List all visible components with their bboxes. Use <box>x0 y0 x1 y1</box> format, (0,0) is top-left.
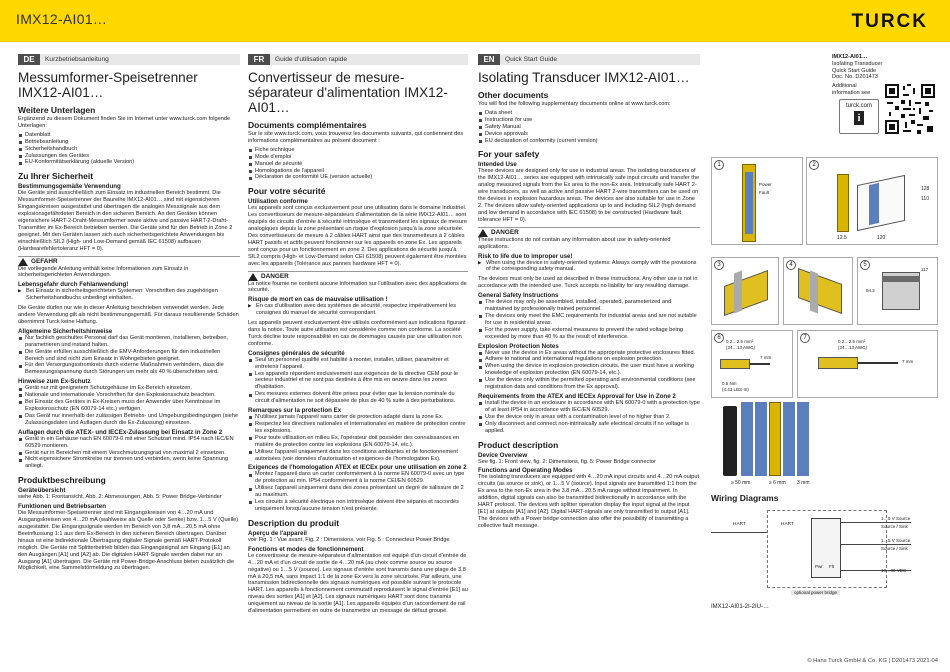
spec-label: (24…13 AWG) <box>838 345 868 350</box>
wiring-caption: IMX12-AI01-2I-2IU-… <box>711 604 770 610</box>
additional-line: information see <box>832 89 871 96</box>
list-item: Gerät in ein Gehäuse nach EN 60079-0 mit einer Schutzart mind. IP54 nach IEC/EN 60529 montieren. <box>18 436 240 450</box>
figure-number: 5 <box>860 260 870 270</box>
list-item: Die Geräte erfüllen ausschließlich die EMV-Anforderungen für den industriellen Bereich und sind nicht zum Einsatz in Wohngebieten geeignet. <box>18 349 240 363</box>
heading-docs: Weitere Unterlagen <box>18 105 96 115</box>
dimension-label: 128 <box>921 186 930 192</box>
danger-title: GEFAHR <box>31 258 58 265</box>
intended-use-text-2: The devices must only be used as described in these instructions. Any other use is not in accordance with the intended use. Turck accepts no liability for any resulting damage. <box>478 276 698 290</box>
wiring-label: Flt <box>829 564 834 569</box>
overview-text: voir Fig. 1 : Vue avant, Fig. 2 : Dimensions, voir Fig. 5 : Connecteur Power Bridge <box>248 536 450 543</box>
meta-line: Isolating Transducer <box>832 60 883 67</box>
ex-list <box>478 350 700 391</box>
docs-list <box>18 132 240 167</box>
list-item: Device approvals <box>478 131 700 138</box>
language-header-de <box>18 54 240 65</box>
heading-functions: Functions and Operating Modes <box>478 467 573 475</box>
list-item: Für den Versorgungsstromkreis durch externe Maßnahmen verhindern, dass die Bemessungsspannung durch Störungen um mehr als 40 % überschritten wird. <box>18 362 240 376</box>
spacing-label: ≥ 6 mm <box>769 480 786 486</box>
figure-number: 7 <box>800 333 810 343</box>
spec-label: (24…13 AWG) <box>726 345 756 350</box>
atex-list <box>18 436 240 471</box>
dimension-label: 117 <box>921 267 929 272</box>
list-item: Manuel de sécurité <box>248 161 468 168</box>
list-item: For the power supply, take external measures to prevent the rated voltage being exceeded by more than 40 % as the result of interference. <box>478 327 700 341</box>
wiring-label: Source / Sink <box>881 546 908 551</box>
meta-line: Doc. No. D201473 <box>832 74 879 81</box>
ex-list <box>18 385 240 426</box>
list-item: Les appareils répondent exclusivement aux exigences de la directive CEM pour le secteur industriel et ne sont pas destinés à être mis en œuvre dans les zones d'habitation. <box>248 371 468 392</box>
list-item: Sicherheitshandbuch <box>18 146 240 153</box>
warning-triangle-icon <box>478 229 488 237</box>
heading-product: Produktbeschreibung <box>18 475 106 486</box>
list-item: Data sheet <box>478 110 700 117</box>
list-item: Nationale und internationale Vorschriften für den Explosionsschutz beachten. <box>18 392 240 399</box>
danger-risk: Lebensgefahr durch Fehlanwendung! <box>18 281 129 289</box>
meta-line: Quick Start Guide <box>832 67 877 74</box>
figure-1-front-view <box>711 157 803 245</box>
intended-use-text-2: Die Geräte dürfen nur wie in dieser Anleitung beschrieben verwendet werden. Jede andere Verwendung gilt als nicht bestimmungsgemäß. Für daraus resultierende Schäden übernimmt Turck keine Haftung. <box>18 305 239 325</box>
warning-triangle-icon <box>248 273 258 281</box>
heading-general: General Safety Instructions <box>478 292 559 300</box>
qr-code[interactable] <box>885 84 935 134</box>
danger-instruction: ▶ When using the device in safety-oriented systems: Always comply with the provisions of the corresponding safety manual. <box>478 260 700 274</box>
figure-5-power-bridge <box>857 257 938 325</box>
turck-logo: TURCK <box>851 11 928 32</box>
atex-list <box>248 471 468 512</box>
spacing-label: ≥ 50 mm <box>731 480 751 486</box>
turck-link[interactable]: turck.com <box>845 103 872 109</box>
heading-overview: Aperçu de l'appareil <box>248 529 307 537</box>
danger-box <box>478 227 700 274</box>
functions-text: Le convertisseur de mesure-séparateur d'alimentation est équipé d'un circuit d'entrée de 4…20 mA et d'un circuit de sortie de 4…20 mA (au choix comme source ou source négative) ou 1…5 V (source). Les signaux d'entrée sont transmis dans une plage de 3,8 mA à 20,5 mA, sans impact 1:1 de la zone Ex vers la zone sécurisée. Par ailleurs, une transmission bidirectionnelle des signaux numériques est possible suivant le protocole HART. Les appareils à fonctionnement commutatif reproduisent le signal d'entrée [E1] au niveau des sorties [A1] et [A2]. Les signaux numériques HART sont donc transmis uniquement au niveau de la sortie [A1]. Les appareils équipés d'un raccordement de rail d'alimentation permettent en outre de transmettre un message de défaut groupé. <box>248 552 468 615</box>
heading-safety: For your safety <box>478 149 540 160</box>
docs-intro: You will find the following supplementary documents online at www.turck.com: <box>478 101 671 107</box>
language-subtitle: Quick Start Guide <box>505 56 558 63</box>
wiring-label: Pwr <box>815 564 823 569</box>
figure-7-wiring <box>797 330 938 398</box>
overview-text: siehe Abb. 1: Frontansicht, Abb. 2: Abmessungen, Abb. 5: Power Bridge-Verbinder <box>18 494 222 501</box>
heading-docs: Other documents <box>478 90 549 100</box>
dimension-label: 12.5 <box>837 235 847 241</box>
docs-list <box>478 110 700 145</box>
language-subtitle: Kurzbetriebsanleitung <box>45 56 109 63</box>
wiring-diagram <box>711 508 937 598</box>
danger-title: DANGER <box>491 229 519 237</box>
language-subtitle: Guide d'utilisation rapide <box>275 56 348 63</box>
list-item: Pour toute utilisation en milieu Ex, l'opérateur doit posséder des connaissances en matière de protection contre les explosions (EN 60079-14, etc.). <box>248 435 468 449</box>
list-item: The device may only be assembled, installed, operated, parameterized and maintained by professionally trained personnel. <box>478 299 700 313</box>
figure-number: 4 <box>786 260 796 270</box>
turck-link-box[interactable] <box>839 99 879 134</box>
wiring-label: 1…5 V Source <box>881 516 911 521</box>
heading-ex: Remarques sur la protection Ex <box>248 407 342 415</box>
list-item: Utilisez l'appareil uniquement dans des zones présentant un degré de salissure de 2 au maximum. <box>248 485 468 499</box>
document-title: IMX12-AI01… <box>16 11 108 27</box>
list-item: Gerät nur mit geeignetem Schutzgehäuse im Ex-Bereich einsetzen. <box>18 385 240 392</box>
intended-use-text: Die Geräte sind ausschließlich zum Einsatz im industriellen Bereich bestimmt. Die Messumformer-Speisetrenner der Baureihe IMX12-AI01… sind mit eigensicheren Eingangskreisen ausgestattet und übertragen die analogen Messsignale aus dem explosionsgefährdeten Bereich in den sicheren Bereich. An den Geräten können eigensichere HART-2-Draht-Messumformer sowie aktive und passive HART-2-Draht-Transmitter im Ex-Bereich betrieben werden. Die Geräte sind für den Betrieb in Zone 2 geeignet. Mit den Geräten lassen sich auch sicherheitsgerichtete Anwendungen bis einschließlich SIL2 (High- und Low-Demand gemäß IEC 61508) aufbauen (Hardwarefehlertoleranz HFT = 0). <box>18 190 233 252</box>
header-bar <box>0 0 950 42</box>
heading-atex: Exigences de l'homologation ATEX et IECEx pour une utilisation en zone 2 <box>248 464 467 472</box>
led-label: Fault <box>759 190 770 195</box>
heading-general: Consignes générales de sécurité <box>248 349 345 357</box>
dimension-label: 94.2 <box>866 288 875 293</box>
wiring-diagrams-heading: Wiring Diagrams <box>711 493 779 503</box>
spacing-label: 3 mm <box>797 480 810 486</box>
heading-ex: Hinweise zum Ex-Schutz <box>18 378 91 386</box>
figure-number: 1 <box>714 160 724 170</box>
danger-risk: Risque de mort en cas de mauvaise utilisation ! <box>248 296 388 304</box>
list-item: Mode d'emploi <box>248 154 468 161</box>
list-item: Never use the device in Ex areas without the appropriate protective enclosures fitted. <box>478 350 700 357</box>
intended-use-text: These devices are designed only for use in industrial areas. The isolating transducers of the IMX12-AI01… series are equipped with intrinsically safe input circuits and transfer the analog measured signals from the Ex area to the non-Ex area. Intrinsically safe HART 2-wire transducers, as well as active and passive HART 2-wire transmitters can be used on the devices in explosion hazardous areas. The devices are also suitable for use in Zone 2. The devices allow safety-oriented applications up to and including SIL2 (high demand and low demand in accordance with IEC 61508) to be constructed (Hardware fault tolerance HFT = 0). <box>478 168 700 223</box>
wiring-label: HART <box>781 522 794 527</box>
warning-triangle-icon <box>18 258 28 266</box>
wiring-label: 10…30 VDC <box>881 568 907 573</box>
list-item: Seul un personnel qualifié est habilité à monter, installer, utiliser, paramétrer et entretenir l'appareil. <box>248 357 468 371</box>
list-item: Betriebsanleitung <box>18 139 240 146</box>
list-item: The devices only meet the EMC requirements for industrial areas and are not suitable for use in residential areas. <box>478 313 700 327</box>
list-item: Bei Einsatz des Gerätes in Ex-Kreisen muss der Anwender über Kenntnisse im Explosionsschutz (EN 60079-14 etc.) verfügen. <box>18 399 240 413</box>
figure-4-mounting <box>783 257 853 325</box>
ex-list <box>248 414 468 462</box>
atex-list <box>478 400 700 435</box>
language-code: DE <box>18 54 40 65</box>
functions-text: Die Messumformer-Speisetrenner sind mit Eingangskreisen von 4…20 mA und Ausgangskreisen von 4…20 mA (wahlweise als Quelle oder Senke) bzw. 1…5 V (Quelle) ausgestattet. Die Eingangssignale werden im Bereich von 3,8 mA…20,5 mA ohne Beeinflussung 1:1 aus dem Ex-Bereich in den sicheren Bereich übertragen. Darüber hinaus ist eine bidirektionale Übertragung digitaler Signale gemäß HART-Protokoll möglich. Die Geräte mit Splitterbetrieb bilden das Eingangssignal am Eingang [E1] an den Ausgängen [A1] und [A2] ab. Die digitalen HART-Signale werden dabei nur an Ausgang [A1] übertragen. Die Geräte mit Power-Bridge-Anschluss bieten zusätzlich die Möglichkeit, eine Sammelstörmeldung zu übertragen. <box>18 510 239 572</box>
spec-label: 0.5 Nm <box>722 381 737 386</box>
additional-line: Additional <box>832 83 857 89</box>
intended-use-text: Les appareils sont conçus exclusivement pour une utilisation dans le domaine industriel. Les convertisseurs de mesure-séparateurs d'alimentation de la série IMX12-AI01… sont équipés de circuits d'entrée à sécurité intrinsèque et transmettent les signaux de mesure analogiques depuis la zone présentant un risque d'explosion jusqu'à la zone sécurisée. Des convertisseurs de mesure à 2 câbles HART ainsi que des transmetteurs à 2 câbles HART passifs et actifs peuvent fonctionner sur les appareils en zone Ex. Les appareils sont conçus pour un fonctionnement en zone 2. Des applications de sécurité jusqu'à SIL2 compris (High- et Low-Demand selon CEI 61508) peuvent également être montées avec les appareils (Tolérance aux pannes hardware HFT = 0). <box>248 205 468 267</box>
overview-text: See fig. 1: Front view, fig. 2: Dimensions, fig. 5: Power Bridge connector <box>478 458 656 465</box>
document-meta <box>832 54 892 81</box>
language-header-en <box>478 54 700 65</box>
section-title: Isolating Transducer IMX12-AI01… <box>478 70 690 85</box>
heading-atex: Auflagen durch die ATEX- und IECEx-Zulassung bei Einsatz in Zone 2 <box>18 428 223 436</box>
section-title: Convertisseur de mesure-séparateur d'alimentation IMX12-AI01… <box>248 70 448 115</box>
general-list <box>478 299 700 340</box>
heading-intended-use: Bestimmungsgemäße Verwendung <box>18 183 121 191</box>
danger-box <box>248 271 468 318</box>
heading-docs: Documents complémentaires <box>248 120 367 130</box>
docs-intro: Sur le site www.turck.com, vous trouverez les documents suivants, qui contiennent des informations complémentaires au présent document : <box>248 131 464 144</box>
list-item: Gerät nur in Bereichen mit einem Verschmutzungsgrad von maximal 2 einsetzen. <box>18 450 240 457</box>
general-list <box>248 357 468 405</box>
footer-copyright: © Hans Turck GmbH & Co. KG | D201473 2021-04 <box>807 658 938 664</box>
wiring-label: optional power bridge <box>791 590 840 595</box>
list-item: Instructions for use <box>478 117 700 124</box>
list-item: Les circuits à sécurité électrique non intrinsèque doivent être séparés et raccordés uniquement lorsqu'aucune tension n'est présente. <box>248 499 468 513</box>
figure-number: 2 <box>809 160 819 170</box>
heading-product: Product description <box>478 439 559 450</box>
list-item: Datenblatt <box>18 132 240 139</box>
list-item: Homologations de l'appareil <box>248 168 468 175</box>
danger-risk: Risk to life due to improper use! <box>478 252 573 260</box>
danger-text: Die vorliegende Anleitung enthält keine Informationen zum Einsatz in sicherheitsgerichteten Anwendungen. <box>18 265 189 279</box>
danger-text: These instructions do not contain any information about use in safety-oriented applications. <box>478 236 671 250</box>
led-label: Power <box>759 182 772 187</box>
danger-instruction: ▶ Bei Einsatz in sicherheitsgerichteten Systemen: Vorschriften des zugehörigen Sicherheitshandbuchs unbedingt einhalten. <box>18 288 240 302</box>
spec-label: 7 mm <box>902 359 914 364</box>
heading-atex: Requirements from the ATEX and IECEx Approval for Use in Zone 2 <box>478 393 676 400</box>
spec-label: (4.43 LBS·In) <box>722 387 749 392</box>
figure-2-dimensions <box>806 157 938 245</box>
list-item: Nur fachlich geschultes Personal darf das Gerät montieren, installieren, betreiben, parametrieren und instand halten. <box>18 335 240 349</box>
list-item: Montez l'appareil dans un carter conformément à la norme EN 60079-0 avec un type de protection au min. IP54 conformément à la norme CEI/EN 60529. <box>248 471 468 485</box>
heading-intended-use: Utilisation conforme <box>248 198 308 206</box>
dimension-label: 120 <box>877 235 886 241</box>
list-item: Zulassungen des Gerätes <box>18 153 240 160</box>
meta-line: IMX12-AI01… <box>832 54 868 60</box>
list-item: Use the device only within the permitted operating and environmental conditions (see registration data and conditions from the Ex approval). <box>478 377 700 391</box>
general-list <box>18 335 240 376</box>
heading-product: Description du produit <box>248 517 340 528</box>
docs-list <box>248 147 468 182</box>
list-item: EU-Konformitätserklärung (aktuelle Version) <box>18 159 240 166</box>
figure-bottom-spacing <box>711 400 938 488</box>
list-item: Only disconnect and connect non-intrinsically safe electrical circuits if no voltage is applied. <box>478 421 700 435</box>
list-item: Déclaration de conformité UE (version actuelle) <box>248 174 468 181</box>
list-item: Respectez les directives nationales et internationales en matière de protection contre les explosions. <box>248 421 468 435</box>
wiring-label: 1…5 V Source <box>881 538 911 543</box>
heading-functions: Fonctions et modes de fonctionnement <box>248 545 364 553</box>
language-code: FR <box>248 54 270 65</box>
list-item: EU declaration of conformity (current version) <box>478 138 700 145</box>
list-item: Nicht eigensichere Stromkreise nur trennen und verbinden, wenn keine Spannung anliegt. <box>18 456 240 470</box>
figure-6-wiring <box>711 330 793 398</box>
intended-use-text-2: Les appareils peuvent exclusivement être utilisés conformément aux indications figurant dans la notice. Toute autre utilisation est considérée comme non conforme. La société Turck décline toute responsabilité en cas de dommages causés par une utilisation non conforme. <box>248 320 466 347</box>
list-item: Adhere to national and international regulations on explosion protection. <box>478 356 700 363</box>
danger-title: DANGER <box>261 273 289 280</box>
additional-info <box>832 83 892 97</box>
language-header-fr <box>248 54 468 65</box>
list-item: When using the device in explosion protection circuits, the user must have a working knowledge of explosion protection (EN 60079-14, etc.). <box>478 363 700 377</box>
wiring-label: Source / Sink <box>881 524 908 529</box>
spec-label: 0.2…2.5 mm² <box>726 339 754 344</box>
list-item: Safety Manual <box>478 124 700 131</box>
figure-number: 3 <box>714 260 724 270</box>
figure-number: 6 <box>714 333 724 343</box>
column-de <box>18 54 240 574</box>
danger-instruction: ▶ En cas d'utilisation avec des systèmes de sécurité, respectez impérativement les consignes du manuel de sécurité correspondant. <box>248 303 468 317</box>
heading-safety: Pour votre sécurité <box>248 186 326 197</box>
list-item: Utilisez l'appareil uniquement dans les conditions ambiantes et de fonctionnement autorisées (voir données d'autorisation et exigences de l'homologation Ex). <box>248 449 468 463</box>
heading-intended-use: Intended Use <box>478 161 517 169</box>
list-item: Des mesures externes doivent être prises pour éviter que la tension nominale du circuit d'alimentation ne soit dépassée de plus de 40 % suite à des perturbations. <box>248 391 468 405</box>
column-en <box>478 54 700 532</box>
danger-text: La notice fournie ne contient aucune information sur l'utilisation avec des applications de sécurité. <box>248 280 467 294</box>
dimension-label: 110 <box>921 196 929 202</box>
language-code: EN <box>478 54 500 65</box>
section-title: Messumformer-Speisetrenner IMX12-AI01… <box>18 70 198 100</box>
heading-overview: Geräteübersicht <box>18 487 66 495</box>
heading-safety: Zu Ihrer Sicherheit <box>18 171 94 182</box>
wiring-label: HART <box>733 522 746 527</box>
functions-text: The isolating transducers are equipped with 4…20 mA input circuits and 4…20 mA output circuits (as source or sink), or 1…5 V (source). Input signals are transmitted 1:1 from the Ex area to the non-Ex area in the 3.8 mA…20.5 mA range without impairment. In addition, digital signals can also be transmitted bidirectionally in accordance with the HART protocol. The devices with splitter operation display the input signal at the input [E1] at outputs [A1] and [A2]. Digital HART-signals are only transmitted to output [A1]. The devices with a Power bridge connection also offer the possibility of transmitting a collective fault message. <box>478 474 700 529</box>
figure-3-mounting <box>711 257 779 325</box>
list-item: Install the device in an enclosure in accordance with EN 60079-0 with a protection type of at least IP54 in accordance with IEC/EN 60529. <box>478 400 700 414</box>
column-fr <box>248 54 468 617</box>
list-item: Fiche technique <box>248 147 468 154</box>
heading-ex: Explosion Protection Notes <box>478 342 559 350</box>
danger-box <box>18 256 240 303</box>
heading-functions: Funktionen und Betriebsarten <box>18 503 107 511</box>
info-icon: i <box>854 111 864 125</box>
list-item: Use the device only in areas with a contamination level of no higher than 2. <box>478 414 700 421</box>
docs-intro: Ergänzend zu diesem Dokument finden Sie im Internet unter www.turck.com folgende Unterlagen: <box>18 116 231 129</box>
heading-general: Allgemeine Sicherheitshinweise <box>18 327 113 335</box>
list-item: Das Gerät nur innerhalb der zulässigen Betriebs- und Umgebungsbedingungen (siehe Zulassungsdaten und Auflagen durch die Ex-Zulassung) einsetzen. <box>18 413 240 427</box>
spec-label: 7 mm <box>760 355 772 360</box>
spec-label: 0.2…2.5 mm² <box>838 339 866 344</box>
heading-overview: Device Overview <box>478 451 528 459</box>
list-item: N'utilisez jamais l'appareil sans carter de protection adapté dans la zone Ex. <box>248 414 468 421</box>
